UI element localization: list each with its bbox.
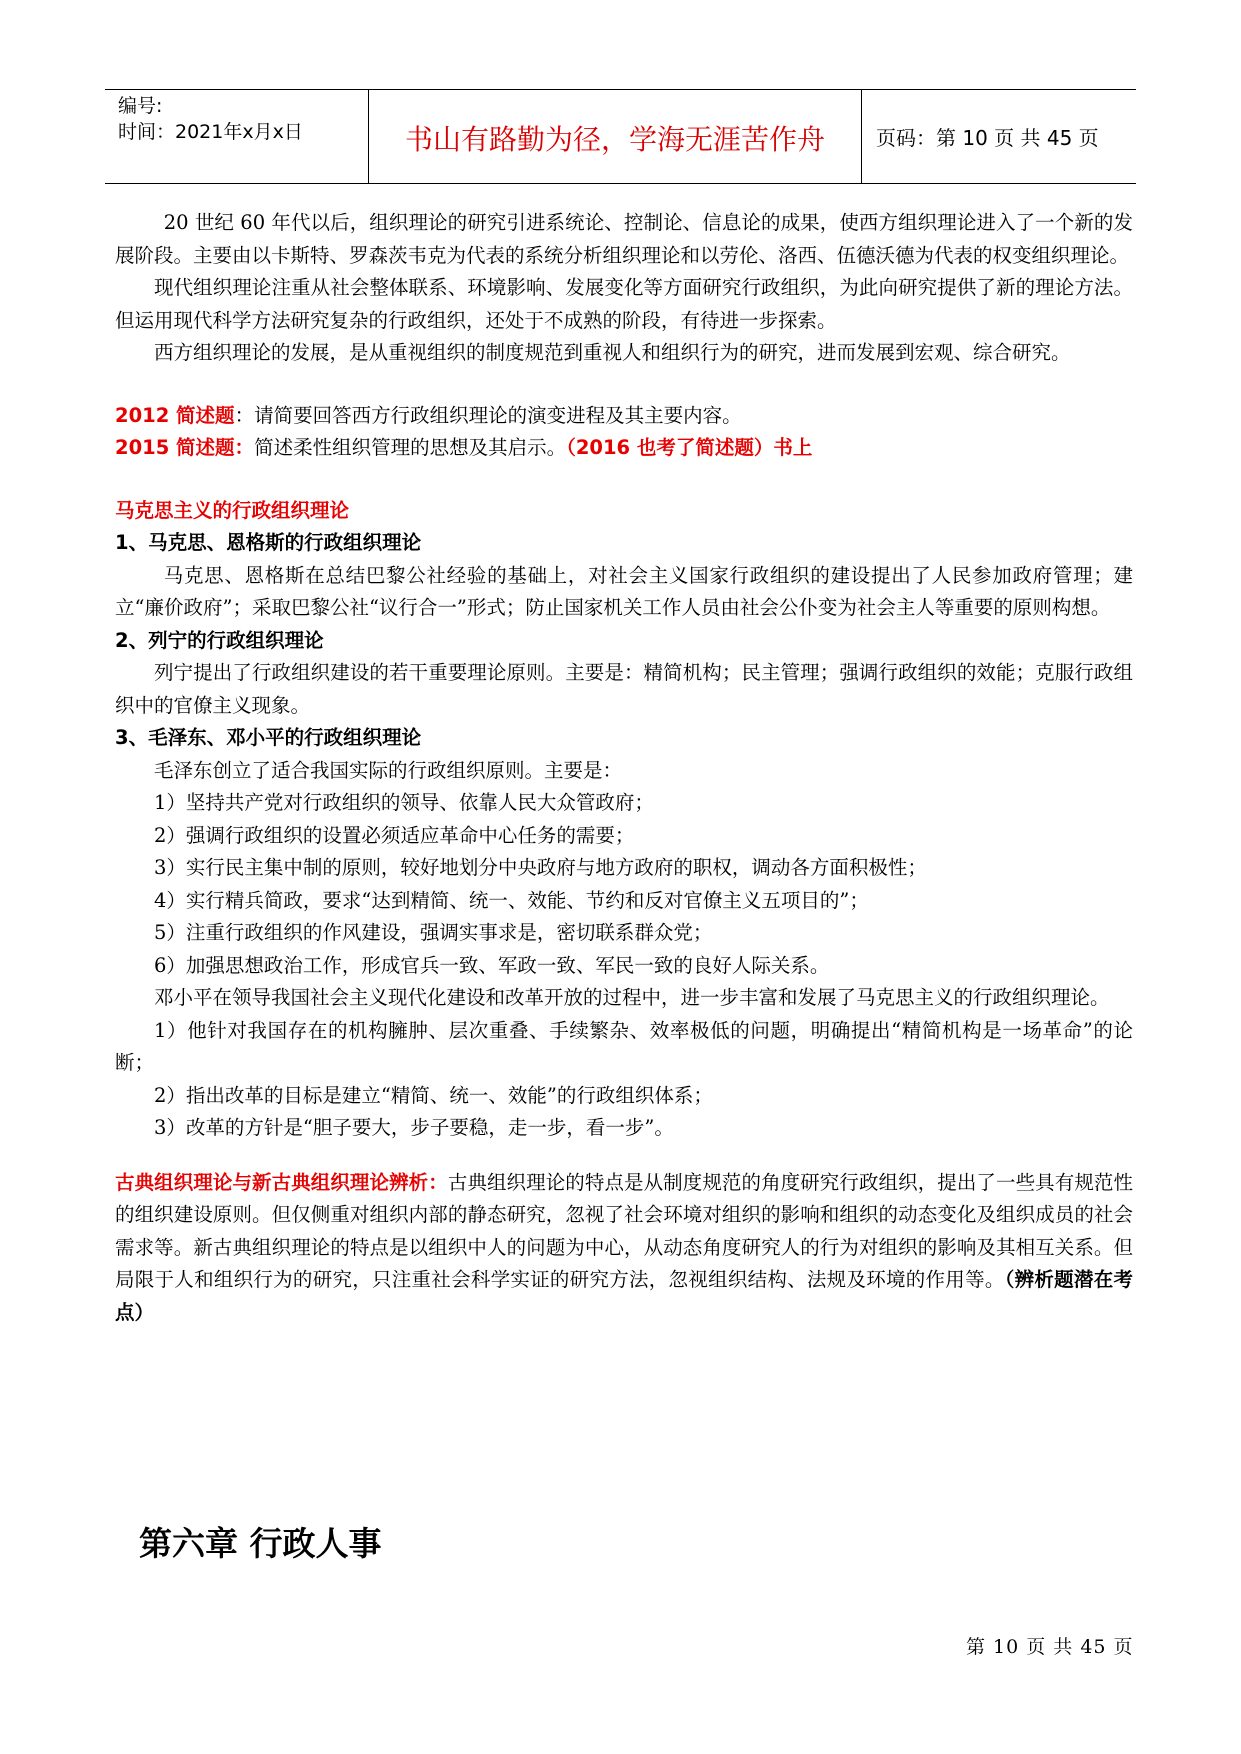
comparison-label: 古典组织理论与新古典组织理论辨析： bbox=[115, 1170, 448, 1194]
time-label: 时间：2021年x月x日 bbox=[118, 121, 303, 143]
header-page-info: 页码：第 10 页 共 45 页 bbox=[876, 126, 1099, 150]
comparison-paragraph bbox=[115, 1167, 1133, 1330]
paragraph: 列宁提出了行政组织建设的若干重要理论原则。主要是：精简机构；民主管理；强调行政组织的效能；克服行政组织中的官僚主义现象。 bbox=[115, 661, 1133, 717]
page-header bbox=[105, 89, 1136, 184]
paragraph: 邓小平在领导我国社会主义现代化建设和改革开放的过程中，进一步丰富和发展了马克思主义的行政组织理论。 bbox=[154, 986, 1110, 1009]
page-footer: 第 10 页 共 45 页 bbox=[966, 1636, 1134, 1658]
list-item: 4）实行精兵简政，要求“达到精简、统一、效能、节约和反对官僚主义五项目的”； bbox=[154, 888, 869, 912]
subsection-title: 1、马克思、恩格斯的行政组织理论 bbox=[115, 531, 422, 554]
paragraph: 马克思、恩格斯在总结巴黎公社经验的基础上，对社会主义国家行政组织的建设提出了人民参加政府管理；建立“廉价政府”；采取巴黎公社“议行合一”形式；防止国家机关工作人员由社会公仆变为社会主人等重要的原则构想。 bbox=[115, 563, 1133, 619]
header-motto: 书山有路勤为径，学海无涯苦作舟 bbox=[369, 90, 862, 183]
question-label: 2015 简述题： bbox=[115, 436, 255, 459]
comparison-text: 古典组织理论的特点是从制度规范的角度研究行政组织，提出了一些具有规范性的组织建设原则。但仅侧重对组织内部的静态研究，忽视了社会环境对组织的影响和组织的动态变化及组织成员的社会需求等。新古典组织理论的特点是以组织中人的问题为中心，从动态角度研究人的行为对组织的影响及其相互关系。但局限于人和组织行为的研究，只注重社会科学实证的研究方法，忽视组织结构、法规及环境的作用等。 bbox=[115, 1170, 1133, 1291]
list-item: 1）他针对我国存在的机构臃肿、层次重叠、手续繁杂、效率极低的问题，明确提出“精简机构是一场革命”的论断； bbox=[115, 1018, 1133, 1074]
list-item: 5）注重行政组织的作风建设，强调实事求是，密切联系群众党； bbox=[154, 921, 713, 944]
list-item: 6）加强思想政治工作，形成官兵一致、军政一致、军民一致的良好人际关系。 bbox=[154, 953, 830, 977]
question-note: （2016 也考了简述题）书上 bbox=[566, 436, 813, 459]
subsection-title: 2、列宁的行政组织理论 bbox=[115, 628, 324, 652]
list-item: 1）坚持共产党对行政组织的领导、依靠人民大众管政府； bbox=[154, 791, 654, 814]
section-heading: 马克思主义的行政组织理论 bbox=[115, 498, 350, 522]
paragraph: 西方组织理论的发展，是从重视组织的制度规范到重视人和组织行为的研究，进而发展到宏观、综合研究。 bbox=[154, 341, 1071, 364]
exam-question-2012 bbox=[115, 400, 1133, 433]
header-left-cell bbox=[105, 90, 369, 183]
question-text: 简述柔性组织管理的思想及其启示。 bbox=[254, 436, 567, 459]
list-item: 2）强调行政组织的设置必须适应革命中心任务的需要； bbox=[154, 823, 635, 847]
paragraph: 毛泽东创立了适合我国实际的行政组织原则。主要是： bbox=[154, 758, 623, 782]
exam-question-2015 bbox=[115, 432, 1133, 465]
list-item: 3）实行民主集中制的原则，较好地划分中央政府与地方政府的职权，调动各方面积极性； bbox=[154, 856, 927, 879]
document-body bbox=[115, 207, 1133, 1329]
paragraph: 20 世纪 60 年代以后，组织理论的研究引进系统论、控制论、信息论的成果，使西方组织理论进入了一个新的发展阶段。主要由以卡斯特、罗森茨韦克为代表的系统分析组织理论和以劳伦、洛西、伍德沃德为代表的权变组织理论。 bbox=[115, 211, 1133, 267]
comparison-note: （辨析题潜在考点） bbox=[115, 1268, 1133, 1324]
number-label: 编号: bbox=[118, 95, 163, 117]
chapter-title: 第六章 行政人事 bbox=[139, 1524, 382, 1563]
list-item: 2）指出改革的目标是建立“精简、统一、效能”的行政组织体系； bbox=[154, 1083, 713, 1107]
list-item: 3）改革的方针是“胆子要大，步子要稳，走一步，看一步”。 bbox=[154, 1116, 674, 1139]
subsection-title: 3、毛泽东、邓小平的行政组织理论 bbox=[115, 726, 422, 749]
question-text: ：请简要回答西方行政组织理论的演变进程及其主要内容。 bbox=[234, 403, 742, 427]
paragraph: 现代组织理论注重从社会整体联系、环境影响、发展变化等方面研究行政组织，为此向研究提供了新的理论方法。但运用现代科学方法研究复杂的行政组织，还处于不成熟的阶段，有待进一步探索。 bbox=[115, 276, 1133, 332]
question-label: 2012 简述题 bbox=[115, 403, 235, 427]
